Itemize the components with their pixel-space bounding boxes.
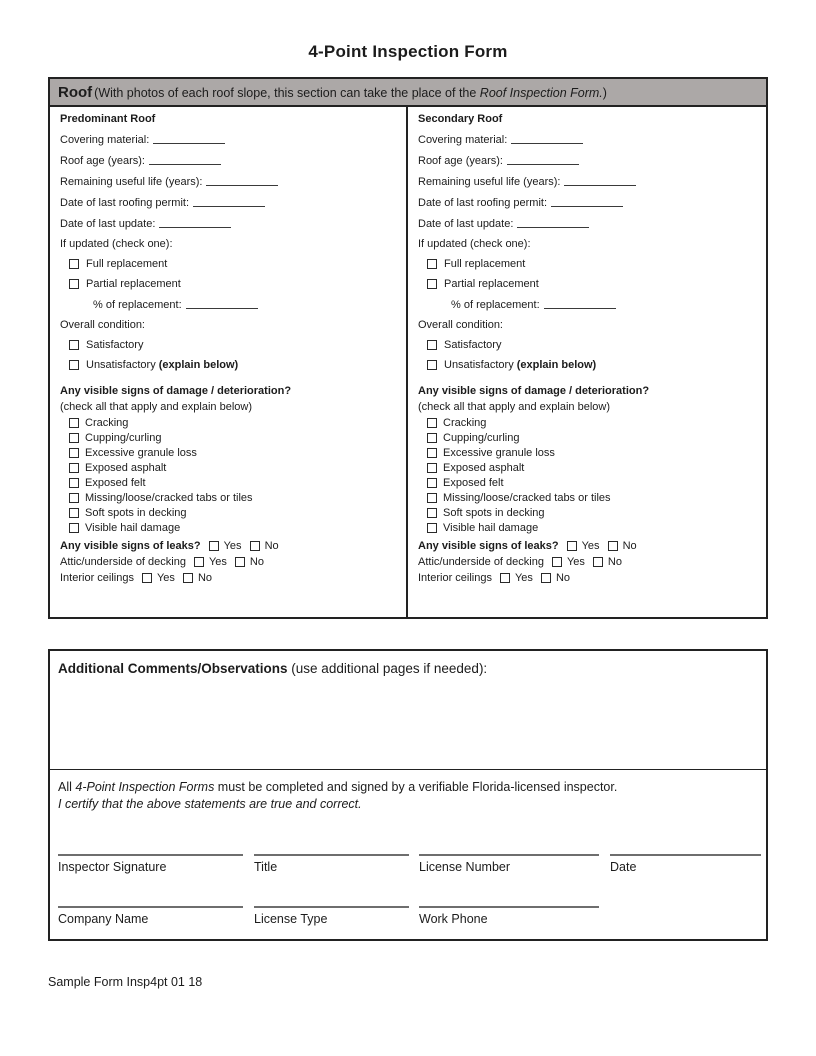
comments-heading: Additional Comments/Observations (58, 661, 288, 676)
no-label: No (197, 572, 212, 584)
field-label: % of replacement: (93, 299, 182, 311)
damage-item (69, 492, 396, 504)
form-field-row (418, 175, 756, 188)
yes-label: Yes (208, 556, 227, 568)
option-label: Unsatisfactory (444, 359, 517, 371)
attic-no-checkbox[interactable] (235, 557, 245, 567)
attic-label: Attic/underside of decking (418, 556, 544, 568)
damage-item-checkbox[interactable] (427, 523, 437, 533)
full-replacement-option (427, 258, 756, 270)
leaks-question-row (418, 540, 756, 552)
damage-item-checkbox[interactable] (69, 478, 79, 488)
signature-field[interactable]: License Type (254, 906, 409, 926)
damage-item (69, 432, 396, 444)
form-field-row (60, 175, 396, 188)
field-label: % of replacement: (451, 299, 540, 311)
field-blank-line[interactable] (564, 175, 636, 186)
form-id-footer: Sample Form Insp4pt 01 18 (48, 975, 203, 989)
damage-item-checkbox[interactable] (69, 523, 79, 533)
field-label: Remaining useful life (years): (418, 176, 561, 188)
partial-replacement-checkbox[interactable] (427, 279, 437, 289)
damage-item (427, 462, 756, 474)
damage-item-label: Visible hail damage (443, 522, 539, 534)
signature-field[interactable]: Work Phone (419, 906, 599, 926)
attic-yes-checkbox[interactable] (552, 557, 562, 567)
field-label: Roof age (years): (418, 155, 503, 167)
yes-label: Yes (581, 540, 600, 552)
signature-field[interactable]: Company Name (58, 906, 243, 926)
full-replacement-checkbox[interactable] (69, 259, 79, 269)
partial-replacement-option (69, 278, 396, 290)
form-field-row (418, 133, 756, 146)
field-blank-line[interactable] (193, 196, 265, 207)
damage-item-label: Soft spots in decking (85, 507, 187, 519)
satisfactory-checkbox[interactable] (427, 340, 437, 350)
damage-item (69, 507, 396, 519)
yes-label: Yes (514, 572, 533, 584)
interior-yes-checkbox[interactable] (500, 573, 510, 583)
interior-yes-checkbox[interactable] (142, 573, 152, 583)
yes-label: Yes (566, 556, 585, 568)
satisfactory-option (427, 339, 756, 351)
damage-item-checkbox[interactable] (69, 448, 79, 458)
if-updated-label: If updated (check one): (60, 238, 173, 250)
leaks-question-label: Any visible signs of leaks? (418, 540, 559, 552)
signature-field[interactable]: License Number (419, 854, 599, 874)
roof-section (48, 77, 768, 619)
damage-item-checkbox[interactable] (427, 448, 437, 458)
field-blank-line[interactable] (544, 298, 616, 309)
satisfactory-option (69, 339, 396, 351)
damage-item-label: Excessive granule loss (443, 447, 555, 459)
interior-no-checkbox[interactable] (183, 573, 193, 583)
damage-item-checkbox[interactable] (427, 478, 437, 488)
interior-ceilings-label: Interior ceilings (418, 572, 492, 584)
field-label: Roof age (years): (60, 155, 145, 167)
form-field-row (60, 154, 396, 167)
damage-item-label: Cracking (443, 417, 487, 429)
additional-comments-section (48, 649, 768, 941)
leaks-question-row (60, 540, 396, 552)
damage-item (69, 477, 396, 489)
field-blank-line[interactable] (507, 154, 579, 165)
roof-section-note-suffix: ) (602, 86, 607, 100)
leaks-question-label: Any visible signs of leaks? (60, 540, 201, 552)
damage-item (427, 522, 756, 534)
field-blank-line[interactable] (149, 154, 221, 165)
certification-text (50, 770, 766, 842)
field-blank-line[interactable] (517, 217, 589, 228)
damage-item-label: Cracking (85, 417, 129, 429)
roof-section-note: (With photos of each roof slope, this section can take the place of the (94, 86, 480, 100)
field-label: Date of last update: (60, 218, 156, 230)
damage-item-label: Exposed asphalt (85, 462, 167, 474)
secondary-roof-column (408, 107, 766, 617)
attic-label: Attic/underside of decking (60, 556, 186, 568)
leaks-no-checkbox[interactable] (250, 541, 260, 551)
roof-section-title: Roof (58, 84, 93, 101)
damage-item-checkbox[interactable] (427, 433, 437, 443)
percent-replacement-row (93, 298, 396, 311)
full-replacement-checkbox[interactable] (427, 259, 437, 269)
option-label: Partial replacement (444, 278, 539, 290)
field-label: Date of last update: (418, 218, 514, 230)
damage-item-label: Soft spots in decking (443, 507, 545, 519)
field-blank-line[interactable] (511, 133, 583, 144)
overall-condition-label: Overall condition: (418, 319, 503, 331)
damage-item (69, 522, 396, 534)
damage-item-label: Cupping/curling (85, 432, 162, 444)
damage-subheading: (check all that apply and explain below) (418, 401, 611, 413)
yes-label: Yes (156, 572, 175, 584)
form-field-row (418, 154, 756, 167)
no-label: No (249, 556, 264, 568)
predominant-roof-column (50, 107, 408, 617)
no-label: No (622, 540, 637, 552)
damage-heading: Any visible signs of damage / deterioration? (60, 385, 292, 397)
unsatisfactory-option (427, 359, 756, 371)
damage-item (427, 507, 756, 519)
damage-item-label: Cupping/curling (443, 432, 520, 444)
leaks-yes-checkbox[interactable] (209, 541, 219, 551)
field-label: Covering material: (418, 134, 508, 146)
damage-item-label: Exposed asphalt (443, 462, 525, 474)
damage-item (69, 462, 396, 474)
roof-section-note-italic: Roof Inspection Form. (479, 86, 603, 100)
damage-item-label: Exposed felt (443, 477, 504, 489)
option-label: Unsatisfactory (86, 359, 159, 371)
damage-item (427, 477, 756, 489)
field-blank-line[interactable] (551, 196, 623, 207)
field-blank-line[interactable] (159, 217, 231, 228)
field-blank-line[interactable] (153, 133, 225, 144)
attic-row (418, 556, 756, 568)
form-field-row (418, 196, 756, 209)
damage-item-checkbox[interactable] (69, 433, 79, 443)
full-replacement-option (69, 258, 396, 270)
option-label: Full replacement (86, 258, 168, 270)
attic-no-checkbox[interactable] (593, 557, 603, 567)
form-field-row (60, 217, 396, 230)
option-label: Satisfactory (86, 339, 144, 351)
certification-line-2: I certify that the above statements are true and correct. (58, 797, 362, 811)
damage-heading: Any visible signs of damage / deterioration? (418, 385, 650, 397)
damage-item-checkbox[interactable] (69, 508, 79, 518)
damage-item-checkbox[interactable] (427, 463, 437, 473)
interior-ceilings-row (418, 572, 756, 584)
damage-item-checkbox[interactable] (69, 418, 79, 428)
signature-field[interactable]: Date (610, 854, 761, 874)
signature-row-1 (50, 854, 766, 874)
damage-item (427, 417, 756, 429)
percent-replacement-row (451, 298, 756, 311)
partial-replacement-checkbox[interactable] (69, 279, 79, 289)
damage-subheading: (check all that apply and explain below) (60, 401, 253, 413)
damage-item-checkbox[interactable] (427, 493, 437, 503)
signature-field[interactable]: Title (254, 854, 409, 874)
option-label: Partial replacement (86, 278, 181, 290)
roof-section-header (48, 77, 768, 107)
signature-row-2 (50, 906, 766, 926)
damage-item (69, 447, 396, 459)
damage-item (427, 492, 756, 504)
damage-item-label: Missing/loose/cracked tabs or tiles (85, 492, 253, 504)
field-label: Date of last roofing permit: (60, 197, 190, 209)
interior-no-checkbox[interactable] (541, 573, 551, 583)
damage-item-label: Excessive granule loss (85, 447, 197, 459)
interior-ceilings-label: Interior ceilings (60, 572, 134, 584)
damage-item-label: Exposed felt (85, 477, 146, 489)
leaks-no-checkbox[interactable] (608, 541, 618, 551)
partial-replacement-option (427, 278, 756, 290)
field-blank-line[interactable] (206, 175, 278, 186)
field-label: Date of last roofing permit: (418, 197, 548, 209)
explain-below-note: (explain below) (516, 359, 597, 371)
damage-item-checkbox[interactable] (69, 493, 79, 503)
damage-item (427, 432, 756, 444)
if-updated-label: If updated (check one): (418, 238, 531, 250)
no-label: No (607, 556, 622, 568)
no-label: No (555, 572, 570, 584)
field-label: Remaining useful life (years): (60, 176, 203, 188)
form-field-row (60, 196, 396, 209)
option-label: Satisfactory (444, 339, 502, 351)
unsatisfactory-option (69, 359, 396, 371)
attic-row (60, 556, 396, 568)
damage-item (427, 447, 756, 459)
damage-item (69, 417, 396, 429)
damage-item-checkbox[interactable] (427, 508, 437, 518)
interior-ceilings-row (60, 572, 396, 584)
signature-field[interactable]: Inspector Signature (58, 854, 243, 874)
field-blank-line[interactable] (186, 298, 258, 309)
overall-condition-label: Overall condition: (60, 319, 145, 331)
unsatisfactory-checkbox[interactable] (69, 360, 79, 370)
option-label: Full replacement (444, 258, 526, 270)
comments-header (50, 651, 766, 769)
roof-columns (48, 107, 768, 619)
damage-item-checkbox[interactable] (69, 463, 79, 473)
yes-label: Yes (223, 540, 242, 552)
certification-line-1: All 4-Point Inspection Forms must be completed and signed by a verifiable Florida-licensed inspector. (58, 780, 618, 794)
damage-item-label: Missing/loose/cracked tabs or tiles (443, 492, 611, 504)
page-title: 4-Point Inspection Form (308, 42, 508, 61)
leaks-yes-checkbox[interactable] (567, 541, 577, 551)
satisfactory-checkbox[interactable] (69, 340, 79, 350)
column-heading: Predominant Roof (60, 113, 156, 125)
unsatisfactory-checkbox[interactable] (427, 360, 437, 370)
comments-heading-note: (use additional pages if needed): (287, 661, 488, 676)
form-field-row (60, 133, 396, 146)
field-label: Covering material: (60, 134, 150, 146)
column-heading: Secondary Roof (418, 113, 503, 125)
no-label: No (264, 540, 279, 552)
damage-item-label: Visible hail damage (85, 522, 181, 534)
damage-item-checkbox[interactable] (427, 418, 437, 428)
form-field-row (418, 217, 756, 230)
attic-yes-checkbox[interactable] (194, 557, 204, 567)
explain-below-note: (explain below) (158, 359, 239, 371)
